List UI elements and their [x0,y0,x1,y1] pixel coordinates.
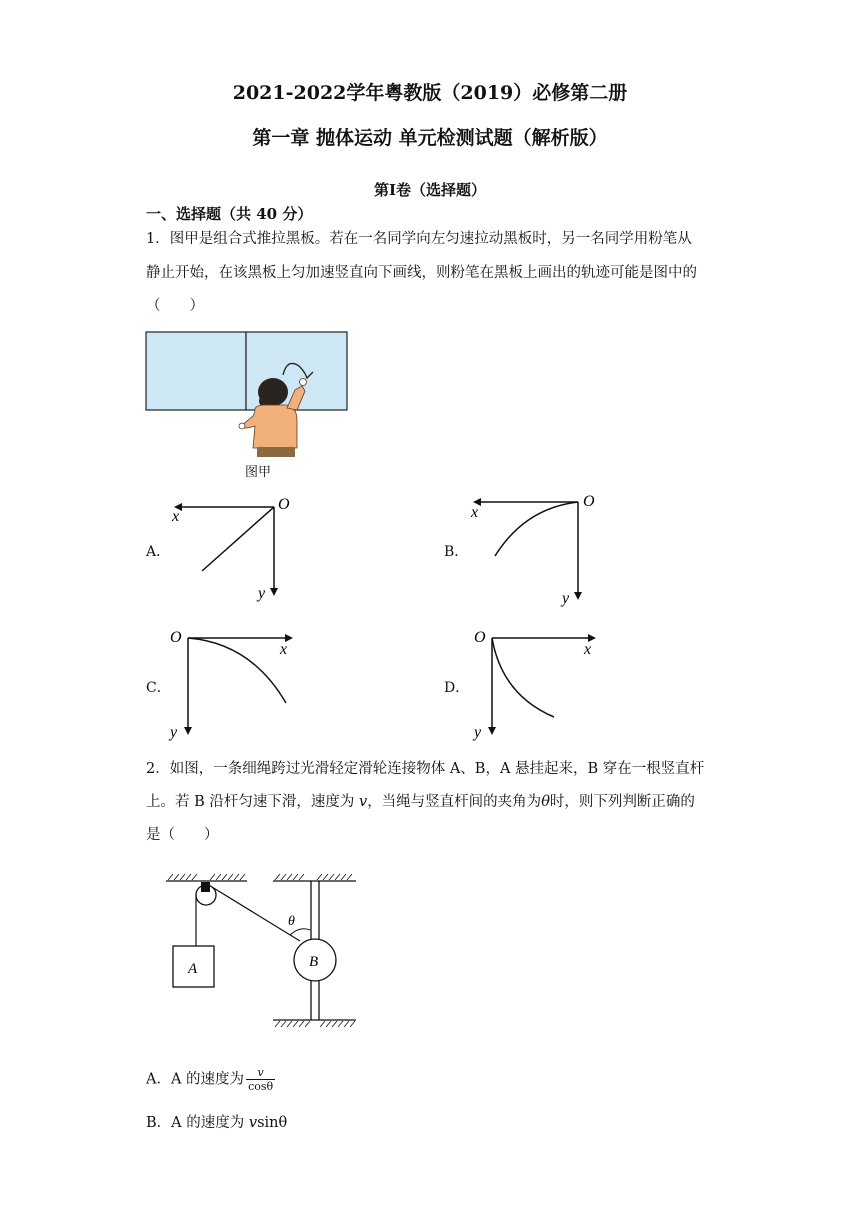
q1-option-d-graph [472,625,607,745]
q1-b-x-label: x [471,504,479,521]
q1-option-c-label[interactable]: C． [146,680,171,696]
q1-option-a-graph [166,490,296,605]
q2-option-a[interactable]: A．A 的速度为 $\frac{v}{\cos\theta}$ [146,1066,274,1093]
document-title-line2: 第一章 抛体运动 单元检测试题（解析版） [252,127,608,149]
q1-b-y-label: y [562,590,570,607]
q1-option-c-graph [166,625,306,745]
q1-d-origin: O [474,629,486,646]
pulley-figure [160,868,365,1033]
document-title-line1: 2021-2022学年粤教版（2019）必修第二册 [232,82,628,104]
q2-line2: 上。若 B 沿杆匀速下滑，速度为 v，当绳与竖直杆间的夹角为θ时，则下列判断正确的 [146,794,695,810]
blackboard-figure [145,330,351,460]
section-title: 一、选择题（共 40 分） [146,205,313,223]
q1-line2: 静止开始，在该黑板上匀加速竖直向下画线，则粉笔在黑板上画出的轨迹可能是图中的 [146,265,697,281]
volume-title: 第Ⅰ卷（选择题） [373,181,487,199]
q1-line1: 1．图甲是组合式推拉黑板。若在一名同学向左匀速拉动黑板时，另一名同学用粉笔从 [146,231,692,247]
q1-b-origin: O [583,493,595,510]
q1-a-origin: O [278,496,290,513]
angle-theta-label: θ [288,914,295,929]
q1-a-y-label: y [258,585,266,602]
q2-line3: 是（ ） [146,827,219,843]
q1-c-x-label: x [280,641,288,658]
q1-d-y-label: y [474,724,482,741]
q1-c-y-label: y [170,724,178,741]
q2-line1: 2．如图，一条细绳跨过光滑轻定滑轮连接物体 A、B，A 悬挂起来，B 穿在一根竖直杆 [146,761,705,777]
figure-caption-jia: 图甲 [245,465,272,480]
q2-option-b[interactable]: B．A 的速度为 vsinθ [146,1115,288,1131]
q1-option-d-label[interactable]: D． [444,680,470,696]
q1-option-b-graph [465,488,600,608]
block-a-label: A [188,961,198,977]
q1-option-a-label[interactable]: A． [146,544,171,560]
ball-b-label: B [309,954,319,970]
q1-option-b-label[interactable]: B． [444,544,469,560]
q1-c-origin: O [170,629,182,646]
q1-a-x-label: x [172,508,180,525]
q1-d-x-label: x [584,641,592,658]
q1-line3: （ ） [146,298,204,314]
